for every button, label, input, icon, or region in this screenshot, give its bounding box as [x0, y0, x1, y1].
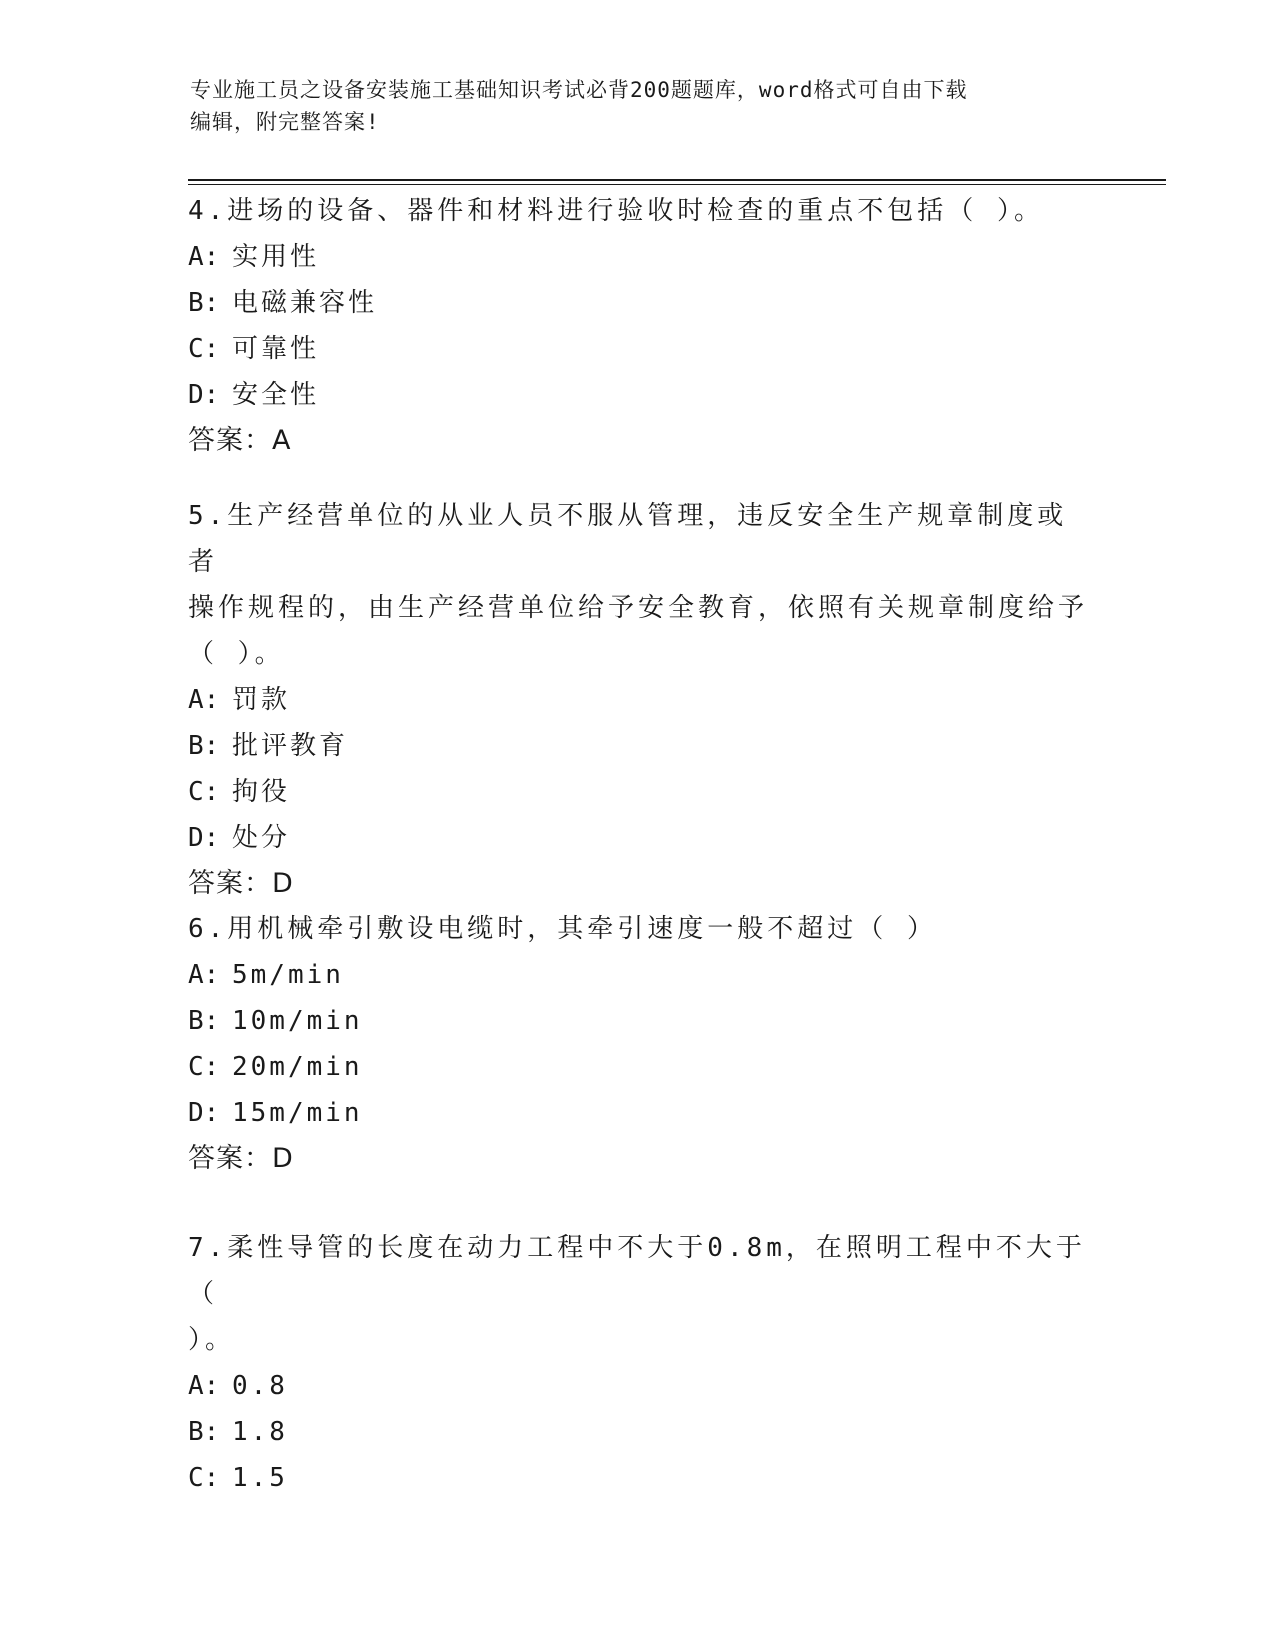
question-stem-line-1: 5.生产经营单位的从业人员不服从管理，违反安全生产规章制度或者 — [188, 501, 1068, 577]
answer-value: D — [272, 1143, 294, 1174]
header-divider-thin — [188, 184, 1166, 185]
option-label: B: — [188, 1417, 220, 1447]
option-c — [188, 1044, 1088, 1090]
option-a — [188, 234, 1088, 280]
option-label: B: — [188, 288, 220, 318]
option-b — [188, 280, 1088, 326]
question-6 — [188, 906, 1088, 1182]
option-label: C: — [188, 777, 220, 807]
option-text: 拘役 — [232, 777, 291, 807]
option-label: A: — [188, 242, 220, 272]
header-line-2: 编辑，附完整答案! — [190, 110, 380, 134]
question-stem-line-2: ）。 — [188, 1325, 236, 1355]
question-7 — [188, 1225, 1088, 1501]
option-label: C: — [188, 1463, 220, 1493]
answer-label: 答案： — [188, 1143, 272, 1174]
question-stem-line-1: 7.柔性导管的长度在动力工程中不大于0.8m，在照明工程中不大于（ — [188, 1233, 1086, 1309]
option-c — [188, 1455, 1088, 1501]
option-text: 可靠性 — [232, 334, 320, 364]
answer-label: 答案： — [188, 868, 272, 899]
answer-line — [188, 861, 1088, 907]
option-text: 安全性 — [232, 380, 320, 410]
option-label: D: — [188, 1098, 220, 1128]
option-text: 15m/min — [232, 1098, 363, 1128]
option-text: 批评教育 — [232, 731, 349, 761]
option-text: 20m/min — [232, 1052, 363, 1082]
option-text: 1.5 — [232, 1463, 288, 1493]
question-5 — [188, 493, 1088, 907]
question-stem-line-3: （ ）。 — [188, 639, 285, 669]
option-label: C: — [188, 1052, 220, 1082]
option-c — [188, 326, 1088, 372]
answer-value: D — [272, 868, 294, 899]
option-d — [188, 372, 1088, 418]
option-d — [188, 1090, 1088, 1136]
question-stem-line-2: 操作规程的，由生产经营单位给予安全教育，依照有关规章制度给予 — [188, 593, 1089, 623]
option-b — [188, 1409, 1088, 1455]
option-text: 实用性 — [232, 242, 320, 272]
option-label: A: — [188, 685, 220, 715]
option-b — [188, 723, 1088, 769]
option-text: 0.8 — [232, 1371, 288, 1401]
option-text: 5m/min — [232, 960, 344, 990]
option-a — [188, 1363, 1088, 1409]
option-label: A: — [188, 1371, 220, 1401]
option-label: D: — [188, 823, 220, 853]
option-text: 1.8 — [232, 1417, 288, 1447]
option-label: A: — [188, 960, 220, 990]
option-a — [188, 952, 1088, 998]
option-label: B: — [188, 1006, 220, 1036]
option-text: 处分 — [232, 823, 291, 853]
option-label: B: — [188, 731, 220, 761]
question-stem: 4.进场的设备、器件和材料进行验收时检查的重点不包括（ ）。 — [188, 196, 1044, 226]
header-line-1: 专业施工员之设备安装施工基础知识考试必背200题题库，word格式可自由下载 — [190, 78, 968, 102]
document-header — [190, 74, 1080, 138]
option-text: 10m/min — [232, 1006, 363, 1036]
option-a — [188, 677, 1088, 723]
option-label: D: — [188, 380, 220, 410]
answer-line — [188, 1136, 1088, 1182]
answer-label: 答案： — [188, 425, 272, 456]
option-b — [188, 998, 1088, 1044]
option-d — [188, 815, 1088, 861]
question-stem: 6.用机械牵引敷设电缆时，其牵引速度一般不超过（ ） — [188, 914, 937, 944]
option-label: C: — [188, 334, 220, 364]
question-4 — [188, 188, 1088, 464]
option-text: 罚款 — [232, 685, 291, 715]
answer-line — [188, 418, 1088, 464]
option-c — [188, 769, 1088, 815]
option-text: 电磁兼容性 — [232, 288, 378, 318]
answer-value: A — [272, 425, 292, 456]
header-divider-thick — [188, 179, 1166, 181]
